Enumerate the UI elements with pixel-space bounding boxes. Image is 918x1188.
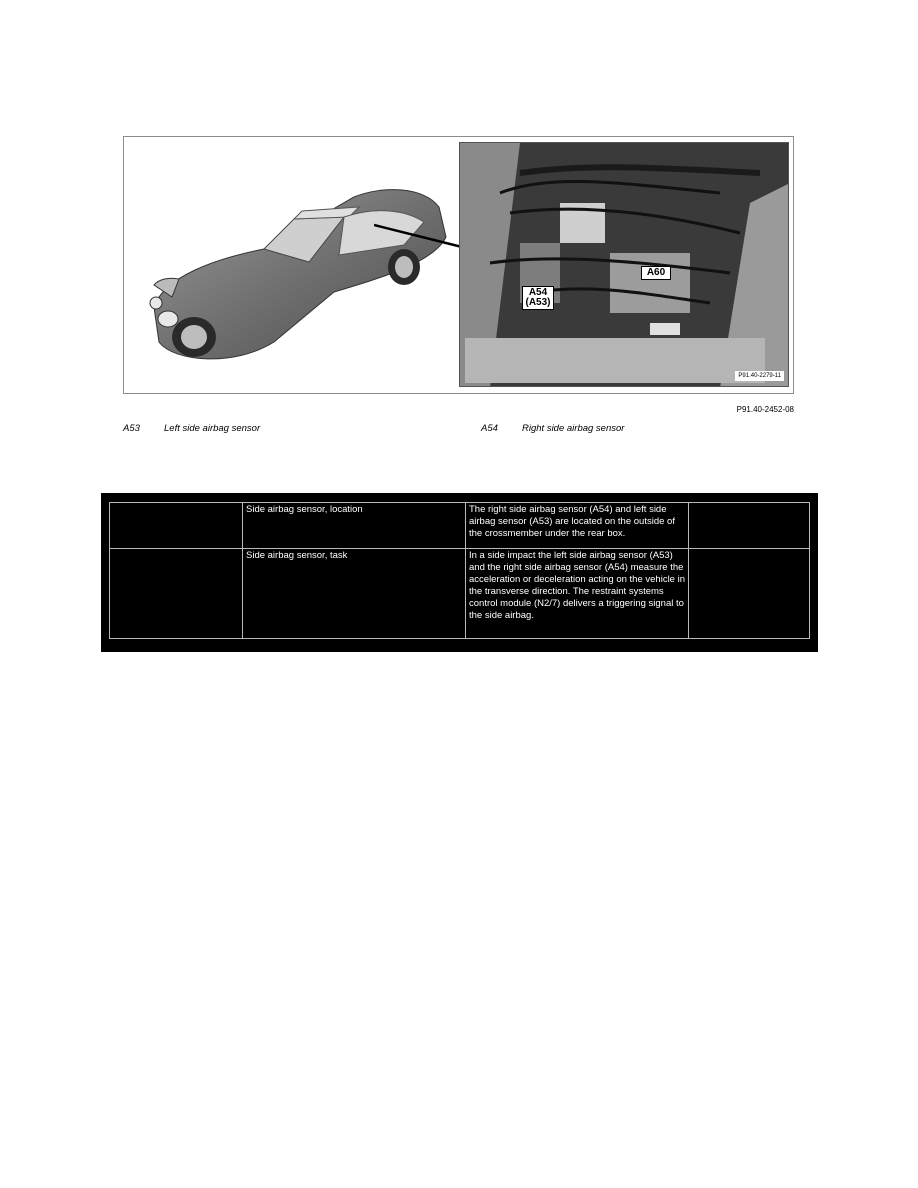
table-row <box>110 549 810 639</box>
figure-code: P91.40-2452-08 <box>736 405 794 414</box>
table-cell-topic: Side airbag sensor, task <box>243 549 466 639</box>
legend-label: Left side airbag sensor <box>164 423 261 434</box>
table-cell <box>110 549 243 639</box>
table-cell <box>689 549 810 639</box>
table-cell-topic: Side airbag sensor, location <box>243 503 466 549</box>
table-cell-description: In a side impact the left side airbag sensor (A53) and the right side airbag sensor (A54) measure the acceleration or deceleration acting on the vehicle in the transverse direction. The restraint systems control module (N2/7) delivers a triggering signal to the side airbag. <box>466 549 689 639</box>
callout-a53-label: (A53) <box>525 297 551 308</box>
callout-a54-label: A54 <box>528 287 548 298</box>
legend-label: Right side airbag sensor <box>522 423 625 434</box>
legend-item-a53 <box>123 423 260 434</box>
sensor-info-table <box>101 493 818 652</box>
figure-frame <box>123 136 794 394</box>
callout-a60 <box>641 266 671 280</box>
table-row <box>110 503 810 549</box>
leader-line <box>374 222 464 252</box>
legend-code: A53 <box>123 423 140 434</box>
photo-code: P91.40-2279-11 <box>735 371 784 381</box>
callout-a60-label: A60 <box>646 267 666 278</box>
legend-item-a54 <box>481 423 624 434</box>
sensor-location-photo <box>459 142 789 387</box>
car-illustration <box>134 167 454 377</box>
table-cell <box>689 503 810 549</box>
table-cell-description: The right side airbag sensor (A54) and left side airbag sensor (A53) are located on the outside of the crossmember under the rear box. <box>466 503 689 549</box>
callout-a54 <box>522 286 554 310</box>
legend-code: A54 <box>481 423 498 434</box>
table-cell <box>110 503 243 549</box>
